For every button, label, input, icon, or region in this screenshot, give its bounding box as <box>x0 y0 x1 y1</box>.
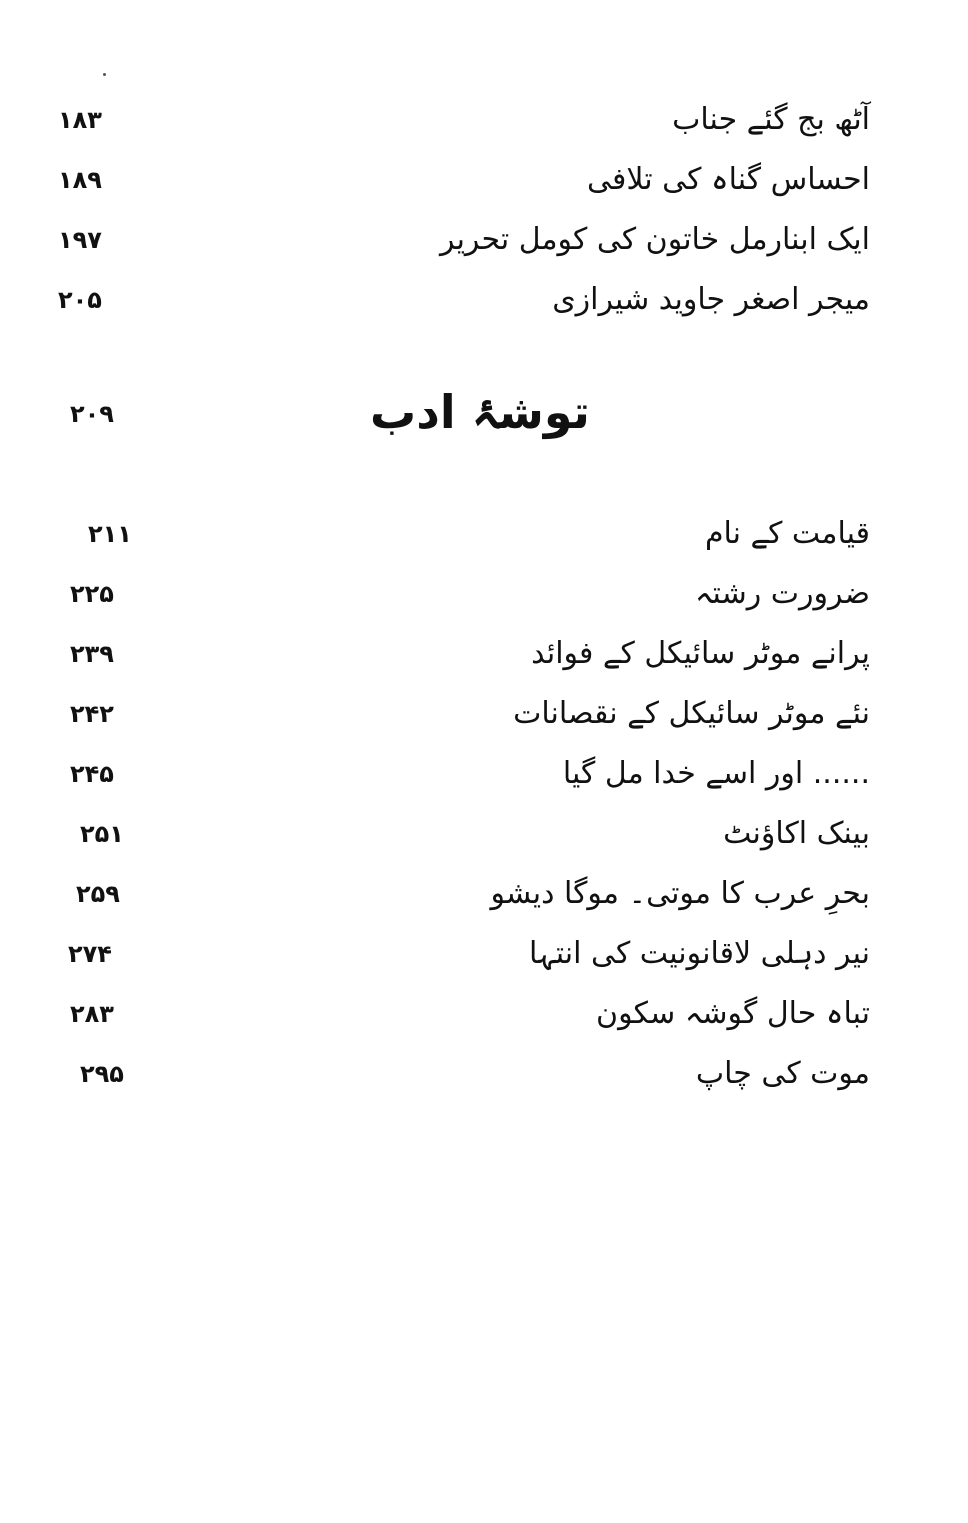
toc-entry-page: ۱۹۷ <box>58 226 102 254</box>
toc-entry[interactable] <box>50 278 870 328</box>
toc-entry-page: ۲۴۲ <box>70 700 114 728</box>
toc-entry-page: ۲۵۱ <box>80 820 124 848</box>
toc-entry-title: ...... اور اسے خدا مل گیا <box>562 756 870 791</box>
toc-entry[interactable] <box>50 632 870 682</box>
toc-entry-page: ۲۰۵ <box>58 286 102 314</box>
toc-entry-page: ۲۱۱ <box>88 520 132 548</box>
toc-entry[interactable] <box>50 1052 870 1102</box>
toc-entry-title: موت کی چاپ <box>695 1056 870 1091</box>
toc-entry[interactable] <box>50 98 870 148</box>
toc-entry[interactable] <box>50 572 870 622</box>
toc-entry-page: ۲۲۵ <box>70 580 114 608</box>
toc-entry-title: ضرورت رشتہ <box>694 576 870 611</box>
toc-entry-page: ۲۳۹ <box>70 640 114 668</box>
section-heading-page: ۲۰۹ <box>70 400 114 428</box>
toc-entry-page: ۲۷۴ <box>68 940 112 968</box>
toc-entry[interactable] <box>50 992 870 1042</box>
toc-entry[interactable] <box>50 158 870 208</box>
scan-speck <box>103 73 106 76</box>
toc-entry-title: آٹھ بج گئے جناب <box>672 102 870 137</box>
toc-entry-page: ۱۸۳ <box>58 106 102 134</box>
toc-entry-title: قیامت کے نام <box>704 516 870 551</box>
toc-entry[interactable] <box>50 752 870 802</box>
toc-entry-page: ۲۹۵ <box>80 1060 124 1088</box>
toc-entry-title: تباہ حال گوشہ سکون <box>596 996 870 1031</box>
toc-entry[interactable] <box>50 812 870 862</box>
toc-entry-page: ۲۵۹ <box>76 880 120 908</box>
toc-entry[interactable] <box>50 218 870 268</box>
section-heading[interactable]: توشۂ ادب <box>370 385 590 439</box>
toc-entry-title: نئے موٹر سائیکل کے نقصانات <box>513 696 870 731</box>
toc-entry-title: ایک ابنارمل خاتون کی کومل تحریر <box>440 222 870 257</box>
toc-entry-title: نیر دہلی لاقانونیت کی انتہا <box>528 936 870 971</box>
toc-entry-title: بینک اکاؤنٹ <box>723 816 870 851</box>
toc-entry-title: میجر اصغر جاوید شیرازی <box>552 282 870 317</box>
toc-entry-title: بحرِ عرب کا موتی۔ موگا دیشو <box>490 876 870 911</box>
toc-entry[interactable] <box>50 692 870 742</box>
toc-entry-title: پرانے موٹر سائیکل کے فوائد <box>531 636 870 671</box>
toc-entry[interactable] <box>50 932 870 982</box>
toc-entry[interactable] <box>50 512 870 562</box>
toc-entry-page: ۲۸۳ <box>70 1000 114 1028</box>
toc-entry-page: ۱۸۹ <box>58 166 102 194</box>
toc-entry-title: احساس گناہ کی تلافی <box>587 162 870 197</box>
toc-entry[interactable] <box>50 872 870 922</box>
toc-entry-page: ۲۴۵ <box>70 760 114 788</box>
